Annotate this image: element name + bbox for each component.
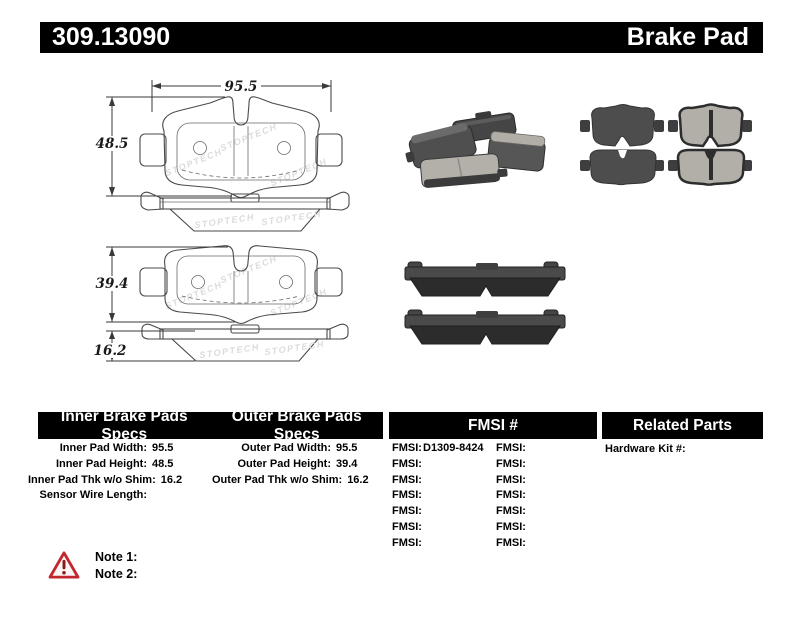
fmsi-label: FMSI: (392, 457, 422, 470)
table-row (28, 457, 190, 473)
spec-label: Outer Pad Thk w/o Shim: (212, 473, 343, 486)
table-row (496, 488, 527, 504)
related-part-label: Hardware Kit #: (605, 443, 686, 455)
stoptech-watermark: STOPTECH (218, 253, 279, 286)
outer-specs-title: Outer Brake Pads Specs (231, 407, 362, 443)
fmsi-label: FMSI: (392, 489, 422, 502)
fmsi-label: FMSI: (496, 489, 526, 502)
table-row (392, 473, 484, 489)
fmsi-label: FMSI: (392, 520, 422, 533)
table-row (496, 473, 527, 489)
fmsi-label: FMSI: (392, 505, 422, 518)
related-parts-title: Related Parts (632, 416, 733, 434)
fmsi-label: FMSI: (392, 536, 422, 549)
stoptech-watermark: STOPTECH (268, 156, 329, 189)
inner-pad-front-drawing (140, 246, 342, 324)
note-label: Note 2: (95, 567, 138, 581)
fmsi-label: FMSI: (496, 442, 526, 454)
table-row (496, 504, 527, 520)
related-parts-header-bar (602, 412, 763, 439)
note-label: Note 1: (95, 550, 138, 564)
part-number: 309.13090 (52, 23, 171, 51)
outer-specs-table (212, 441, 374, 488)
spec-value: 39.4 (336, 457, 358, 470)
photo-pads-front-back (580, 105, 752, 185)
table-row (392, 441, 484, 457)
related-parts-table (605, 442, 690, 458)
spec-label: Inner Pad Height: (55, 457, 147, 470)
table-row (212, 441, 374, 457)
stoptech-watermark: STOPTECH (193, 211, 256, 231)
outer-pad-height-label: 48.5 (95, 136, 129, 152)
pads-specs-header-bar (38, 407, 383, 443)
inner-pad-height-label: 39.4 (95, 276, 129, 292)
stoptech-watermark: STOPTECH (198, 341, 261, 361)
inner-pad-edge-drawing (142, 324, 348, 361)
pad-width-label: 95.5 (224, 79, 258, 95)
inner-specs-title: Inner Brake Pads Specs (60, 407, 188, 443)
spec-value: 16.2 (347, 473, 369, 486)
spec-label: Outer Pad Width: (241, 442, 331, 454)
fmsi-value: D1309-8424 (423, 442, 484, 454)
inner-specs-table (28, 441, 190, 504)
spec-label: Inner Pad Width: (59, 442, 147, 454)
note-line (95, 566, 137, 583)
pad-thickness-label: 16.2 (93, 343, 127, 359)
stoptech-watermark: STOPTECH (163, 279, 224, 312)
fmsi-header-bar (389, 412, 597, 439)
note-line (95, 549, 137, 566)
fmsi-label: FMSI: (496, 505, 526, 518)
spec-value: 95.5 (336, 442, 358, 454)
stoptech-watermark: STOPTECH (263, 338, 326, 358)
spec-value (147, 488, 190, 504)
outer-pad-edge-drawing (141, 192, 349, 231)
dimension-pad-width (152, 78, 331, 112)
photo-pads-edge-view (405, 262, 565, 344)
stoptech-watermark: STOPTECH (268, 286, 329, 319)
table-row (392, 536, 484, 552)
table-row (392, 504, 484, 520)
table-row (392, 488, 484, 504)
warning-triangle-icon (48, 551, 80, 579)
table-row (28, 473, 190, 489)
table-row (28, 441, 190, 457)
spec-value: 95.5 (152, 442, 174, 454)
fmsi-column-1 (392, 441, 484, 552)
spec-value: 16.2 (160, 473, 183, 486)
outer-pad-front-drawing (140, 97, 342, 198)
dimension-outer-pad-height (92, 97, 232, 196)
fmsi-label: FMSI: (496, 457, 526, 470)
table-row (605, 442, 690, 458)
fmsi-label: FMSI: (496, 536, 526, 549)
fmsi-title: FMSI # (468, 416, 518, 434)
notes-block (95, 549, 137, 583)
spec-label: Inner Pad Thk w/o Shim: (28, 473, 156, 486)
table-row (496, 441, 527, 457)
fmsi-label: FMSI: (392, 473, 422, 486)
table-row (212, 457, 374, 473)
related-part-value (686, 442, 690, 458)
table-row (496, 536, 527, 552)
product-type: Brake Pad (626, 23, 749, 51)
fmsi-column-2 (496, 441, 527, 552)
fmsi-label: FMSI: (392, 442, 422, 454)
stoptech-watermark: STOPTECH (218, 121, 279, 154)
fmsi-label: FMSI: (496, 473, 526, 486)
table-row (212, 473, 374, 489)
spec-label: Outer Pad Height: (237, 457, 331, 470)
fmsi-label: FMSI: (496, 520, 526, 533)
stoptech-watermark: STOPTECH (260, 208, 323, 228)
photo-pads-angled (401, 107, 546, 188)
table-row (392, 520, 484, 536)
table-row (28, 488, 190, 504)
spec-value: 48.5 (152, 457, 174, 470)
stoptech-watermark: STOPTECH (163, 146, 224, 179)
table-row (496, 520, 527, 536)
spec-label: Sensor Wire Length: (39, 489, 147, 502)
table-row (392, 457, 484, 473)
table-row (496, 457, 527, 473)
